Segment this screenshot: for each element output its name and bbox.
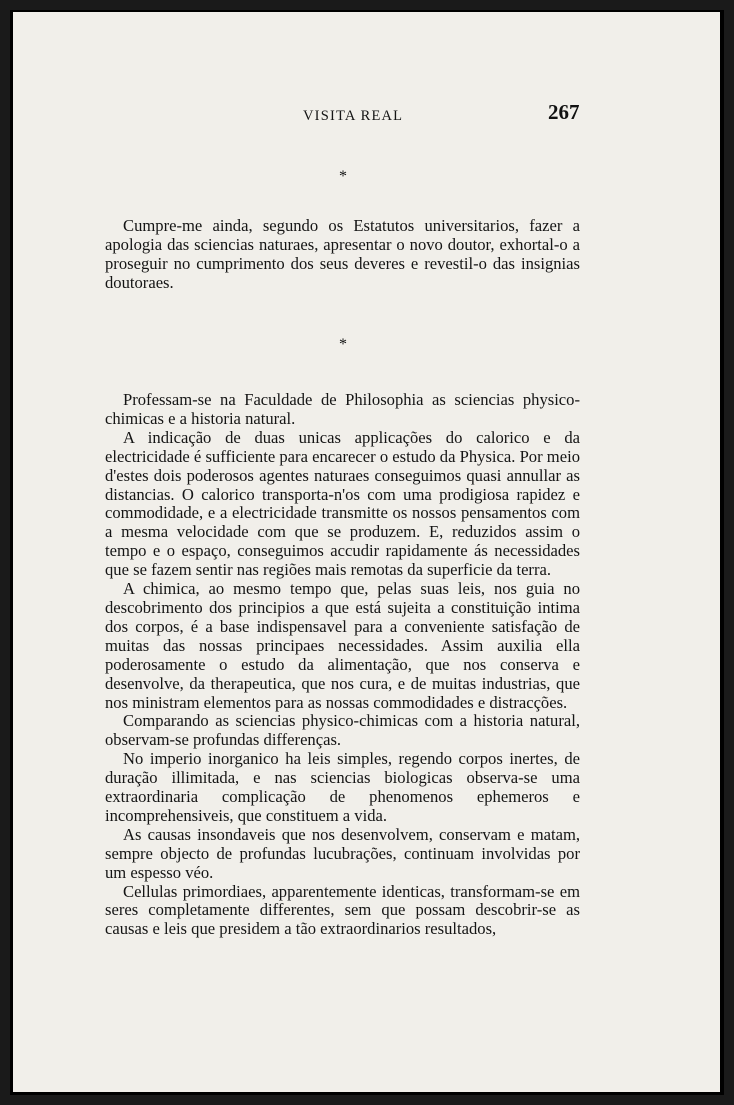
page-number: 267: [548, 100, 580, 124]
paragraph: Cellulas primordiaes, apparentemente identicas, transformam-se em seres completamente differentes, sem que possam descobrir-se as causas e leis que presidem a tão extraordinarios resultados,: [105, 881, 580, 939]
section-separator: *: [339, 168, 347, 185]
paragraph: A chimica, ao mesmo tempo que, pelas suas leis, nos guia no descobrimento dos principios a que está sujeita a constituição intima dos corpos, é a base indispensavel para a conveniente satisfação de muitas das nossas principaes necessidades. Assim auxilia ella poderosamente o estudo da alimentação, que nos conserva e desenvolve, da therapeutica, que nos cura, e de muitas industrias, que nos ministram elementos para as nossas commodidades e distracções.: [105, 579, 580, 712]
paragraph: Cumpre-me ainda, segundo os Estatutos universitarios, fazer a apologia das sciencias naturaes, apresentar o novo doutor, exhortal-o a proseguir no cumprimento dos seus deveres e revestil-o das insignias doutoraes.: [105, 216, 580, 292]
paragraph: A indicação de duas unicas applicações do calorico e da electricidade é sufficiente para encarecer o estudo da Physica. Por meio d'estes dois poderosos agentes naturaes conseguimos quasi annullar as distancias. O calorico transporta-n'os com uma prodigiosa rapidez e commodidade, e a electricidade transmitte os nossos pensamentos com a mesma velocidade com que se produzem. E, reduzidos assim o tempo e o espaço, conseguimos accudir rapidamente ás necessidades que se fazem sentir nas regiões mais remotas da superficie da terra.: [105, 427, 580, 580]
section-separator: *: [339, 336, 347, 353]
section-1-text: [105, 217, 580, 293]
book-page: [10, 10, 724, 1095]
section-2-text: [105, 391, 580, 939]
paragraph: Professam-se na Faculdade de Philosophia as sciencias physico-chimicas e a historia natural.: [105, 390, 580, 428]
paragraph: No imperio inorganico ha leis simples, regendo corpos inertes, de duração illimitada, e nas sciencias biologicas observa-se uma extraordinaria complicação de phenomenos ephemeros e incomprehensiveis, que constituem a vida.: [105, 749, 580, 825]
running-title: VISITA REAL: [303, 108, 404, 124]
paragraph: Comparando as sciencias physico-chimicas com a historia natural, observam-se profundas differenças.: [105, 711, 580, 750]
paragraph: As causas insondaveis que nos desenvolvem, conservam e matam, sempre objecto de profundas lucubrações, continuam involvidas por um espesso véo.: [105, 824, 580, 882]
